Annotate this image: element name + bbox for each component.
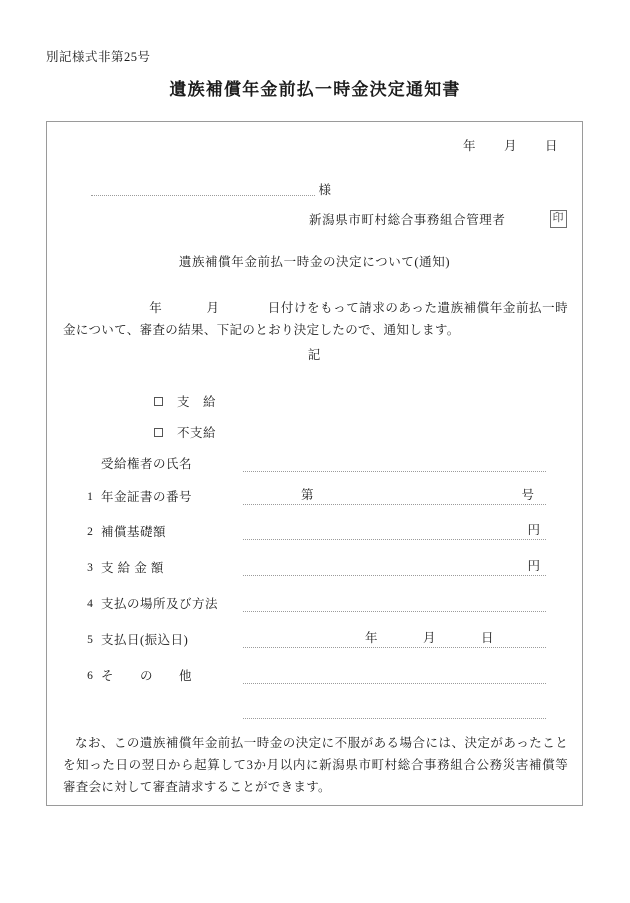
seal-stamp-box: 印 <box>550 210 568 228</box>
field-input-line[interactable] <box>243 595 546 612</box>
page-title: 遺族補償年金前払一時金決定通知書 <box>169 80 461 99</box>
field-label: 年金証書の番号 <box>101 490 193 504</box>
body-paragraph <box>63 297 568 341</box>
field-input-line[interactable] <box>243 523 546 540</box>
issuer-name: 新潟県市町村総合事務組合管理者 <box>309 213 506 227</box>
checkbox-icon[interactable] <box>154 428 163 437</box>
field-input-line[interactable] <box>243 559 546 576</box>
date-year-label: 年 <box>462 139 476 153</box>
closing-paragraph: なお、この遺族補償年金前払一時金の決定に不服がある場合には、決定があったことを知った日の翌日から起算して3か月以内に新潟県市町村総合事務組合公務災害補償等審査会に対して審査請求することができます。 <box>63 736 568 794</box>
issuer-row <box>309 210 567 228</box>
field-number: 2 <box>87 526 93 538</box>
field-number: 1 <box>87 491 93 503</box>
form-frame <box>46 121 583 806</box>
field-label: 支 給 金 額 <box>101 561 164 575</box>
checkbox-label: 支 給 <box>177 395 217 409</box>
field-row-payment-place-method <box>79 595 546 612</box>
addressee-suffix: 様 <box>318 182 331 197</box>
field-number: 5 <box>87 634 93 646</box>
field-number: 4 <box>87 598 93 610</box>
date-day-label: 日 <box>544 139 558 153</box>
addressee-row <box>91 182 331 196</box>
ki-marker: 記 <box>307 348 322 362</box>
addressee-input-line[interactable] <box>91 182 315 196</box>
checkbox-option-non-payment[interactable] <box>154 423 216 441</box>
field-row-other-continuation <box>79 702 546 719</box>
form-number: 別記様式非第25号 <box>46 50 151 64</box>
date-month-label: 月 <box>503 139 517 153</box>
unit-mark-gou: 号 <box>521 488 534 502</box>
field-number: 3 <box>87 562 93 574</box>
field-row-payment-date <box>79 631 546 648</box>
unit-mark-year: 年 <box>365 631 378 645</box>
field-number: 6 <box>87 670 93 682</box>
checkbox-icon[interactable] <box>154 397 163 406</box>
field-row-compensation-base-amount <box>79 523 546 540</box>
unit-mark-yen: 円 <box>527 523 540 537</box>
field-row-recipient-name <box>79 455 546 472</box>
unit-mark-yen: 円 <box>527 559 540 573</box>
field-label: そ の 他 <box>101 669 193 683</box>
field-label: 支払の場所及び方法 <box>101 597 219 611</box>
field-label: 支払日(振込日) <box>101 633 189 647</box>
field-label: 受給権者の氏名 <box>101 457 193 471</box>
field-row-pension-certificate-number <box>79 488 546 505</box>
body-text: 日付けをもって請求のあった遺族補償年金前払一時金について、審査の結果、下記のとおり決定したので、通知します。 <box>63 301 568 337</box>
field-input-line[interactable] <box>243 631 546 648</box>
field-label: 補償基礎額 <box>101 525 167 539</box>
issue-date-line <box>463 136 558 154</box>
unit-mark-month: 月 <box>423 631 436 645</box>
checkbox-option-payment[interactable] <box>154 392 216 410</box>
field-input-line[interactable] <box>243 488 546 505</box>
body-month-label: 月 <box>206 301 220 315</box>
unit-mark-day: 日 <box>481 631 494 645</box>
field-input-line[interactable] <box>243 667 546 684</box>
unit-mark-dai: 第 <box>301 488 314 502</box>
subject-heading: 遺族補償年金前払一時金の決定について(通知) <box>178 255 451 269</box>
checkbox-label: 不支給 <box>177 426 217 440</box>
field-row-payment-amount <box>79 559 546 576</box>
body-year-label: 年 <box>149 301 163 315</box>
field-input-line[interactable] <box>243 702 546 719</box>
field-row-other <box>79 667 546 684</box>
field-input-line[interactable] <box>243 455 546 472</box>
